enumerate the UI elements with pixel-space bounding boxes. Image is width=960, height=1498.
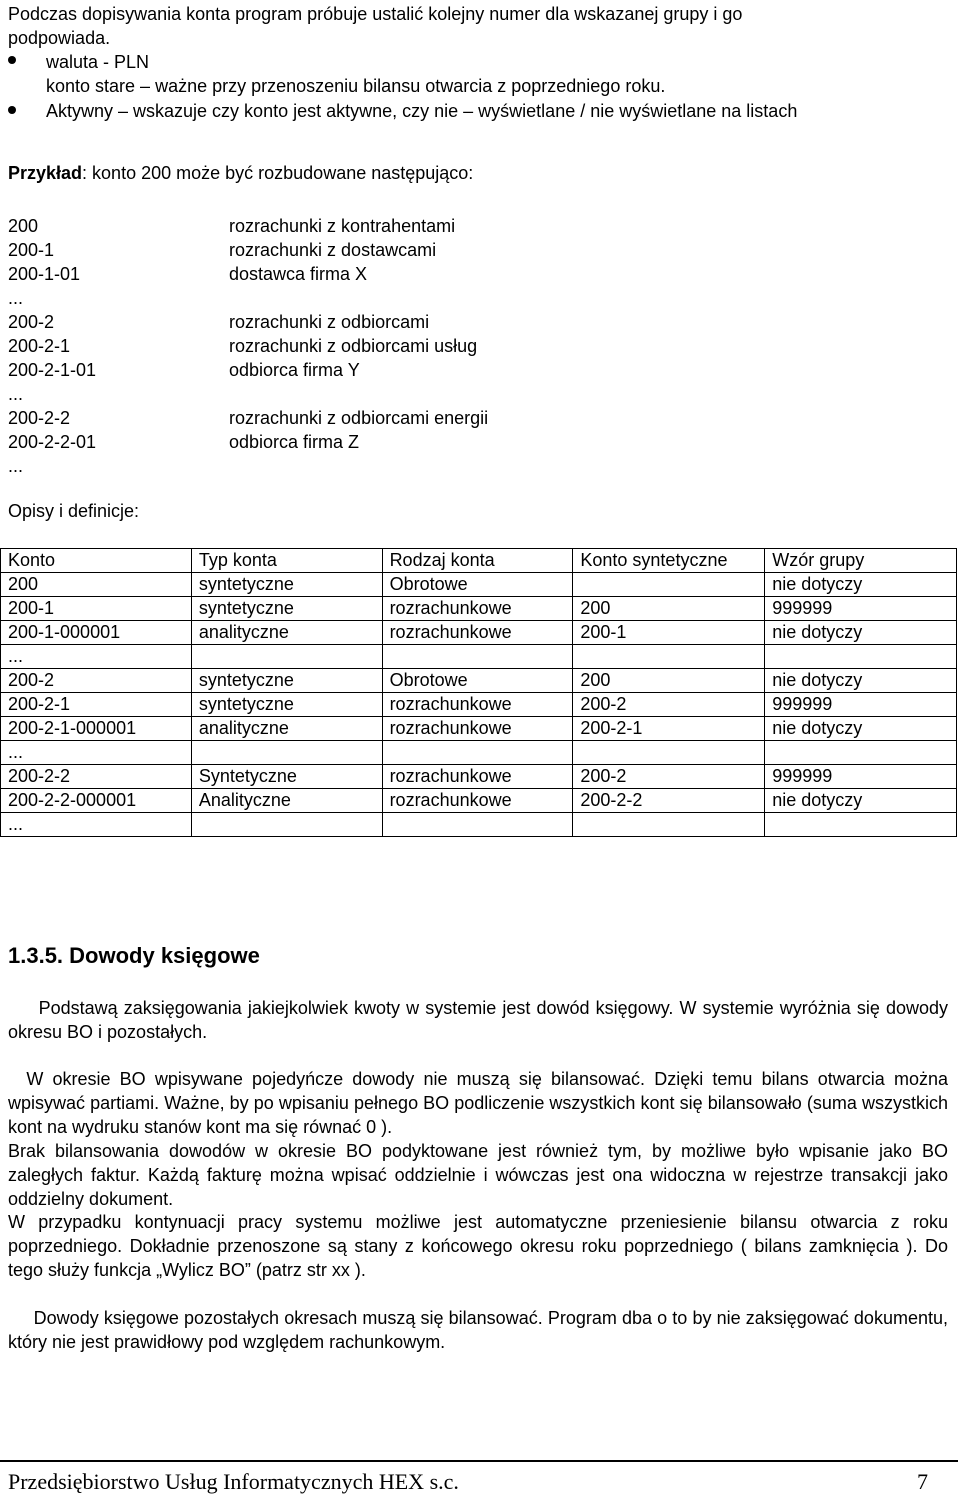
accounts-definition-table <box>0 548 957 837</box>
table-header-cell: Konto syntetyczne <box>573 549 765 573</box>
table-cell: 200-2-1 <box>1 693 192 717</box>
table-header-cell: Wzór grupy <box>765 549 957 573</box>
example-description: rozrachunki z dostawcami <box>229 240 437 260</box>
table-row <box>1 693 957 717</box>
table-cell: 200-2-2 <box>573 789 765 813</box>
table-cell <box>765 813 957 837</box>
table-cell: analityczne <box>191 621 382 645</box>
table-cell: rozrachunkowe <box>382 717 573 741</box>
table-cell: ... <box>1 645 192 669</box>
table-row <box>1 789 957 813</box>
table-cell <box>382 645 573 669</box>
table-cell: Syntetyczne <box>191 765 382 789</box>
example-code: 200 <box>8 216 39 236</box>
table-cell: syntetyczne <box>191 669 382 693</box>
table-cell: rozrachunkowe <box>382 621 573 645</box>
table-header-cell: Typ konta <box>191 549 382 573</box>
table-cell: syntetyczne <box>191 693 382 717</box>
paragraph-other-periods: Dowody księgowe pozostałych okresach muszą się bilansować. Program dba o to by nie zaksięgować dokumentu, który nie jest prawidłowy pod względem rachunkowym. <box>8 1308 954 1352</box>
example-code: 200-2-2-01 <box>8 432 97 452</box>
bullet-icon <box>8 56 16 64</box>
paragraph-documents: Podstawą zaksięgowania jakiejkolwiek kwoty w systemie jest dowód księgowy. W systemie wyróżnia się dowody okresu BO i pozostałych. <box>8 998 954 1042</box>
table-cell: 200 <box>573 597 765 621</box>
bullet-currency: waluta - PLN <box>46 52 150 72</box>
page-number: 7 <box>917 1469 928 1494</box>
table-cell <box>765 645 957 669</box>
example-code: ... <box>8 384 24 404</box>
example-description: rozrachunki z odbiorcami energii <box>229 408 489 428</box>
table-cell: nie dotyczy <box>765 789 957 813</box>
table-cell <box>382 813 573 837</box>
table-row <box>1 717 957 741</box>
footer-company: Przedsiębiorstwo Usług Informatycznych HEX s.c. <box>8 1469 459 1494</box>
table-header-cell: Rodzaj konta <box>382 549 573 573</box>
intro-line-1: Podczas dopisywania konta program próbuje ustalić kolejny numer dla wskazanej grupy i go <box>8 4 743 24</box>
table-cell: 200-1-000001 <box>1 621 192 645</box>
table-cell: syntetyczne <box>191 597 382 621</box>
example-label-rest: : konto 200 może być rozbudowane następująco: <box>82 163 474 183</box>
table-cell: nie dotyczy <box>765 717 957 741</box>
example-description: odbiorca firma Y <box>229 360 360 380</box>
table-cell: rozrachunkowe <box>382 765 573 789</box>
example-description: rozrachunki z kontrahentami <box>229 216 456 236</box>
footer-divider <box>0 1460 958 1462</box>
table-cell: nie dotyczy <box>765 573 957 597</box>
example-code: 200-1-01 <box>8 264 81 284</box>
table-cell: rozrachunkowe <box>382 789 573 813</box>
table-cell: 200 <box>573 669 765 693</box>
table-cell <box>573 573 765 597</box>
table-cell <box>573 741 765 765</box>
table-row <box>1 597 957 621</box>
table-row <box>1 573 957 597</box>
table-cell: 200-2 <box>573 693 765 717</box>
table-cell: 999999 <box>765 597 957 621</box>
example-description: rozrachunki z odbiorcami usług <box>229 336 478 356</box>
example-code: 200-2-1 <box>8 336 71 356</box>
table-cell <box>382 741 573 765</box>
table-cell <box>191 741 382 765</box>
table-cell: 200-2-2-000001 <box>1 789 192 813</box>
table-cell: Obrotowe <box>382 573 573 597</box>
table-cell: 200-2 <box>1 669 192 693</box>
example-description: rozrachunki z odbiorcami <box>229 312 430 332</box>
example-label-bold: Przykład <box>8 163 83 183</box>
table-row <box>1 645 957 669</box>
paragraph-continuation: W przypadku kontynuacji pracy systemu możliwe jest automatyczne przeniesienie bilansu otwarcia z roku poprzedniego. Dokładnie przenoszone są stany z końcowego okresu roku poprzedniego ( bilans zamknięcia ). Do tego służy funkcja „Wylicz BO” (patrz str xx ). <box>8 1212 948 1280</box>
example-code: 200-2-1-01 <box>8 360 97 380</box>
table-cell: Obrotowe <box>382 669 573 693</box>
table-cell: ... <box>1 741 192 765</box>
example-code: 200-1 <box>8 240 55 260</box>
table-cell: 999999 <box>765 765 957 789</box>
table-row <box>1 813 957 837</box>
table-cell: analityczne <box>191 717 382 741</box>
definitions-label: Opisy i definicje: <box>8 501 140 521</box>
table-cell: nie dotyczy <box>765 669 957 693</box>
bullet-active: Aktywny – wskazuje czy konto jest aktywne, czy nie – wyświetlane / nie wyświetlane na listach <box>46 101 798 121</box>
paragraph-bo-period: W okresie BO wpisywane pojedyńcze dowody nie muszą się bilansować. Dzięki temu bilans otwarcia można wpisywać partiami. Ważne, by po wpisaniu pełnego BO podliczenie wszystkich kont się bilansowało (suma wszystkich kont na wydruku stanów kont ma się równać 0 ). <box>8 1069 954 1137</box>
table-cell: rozrachunkowe <box>382 693 573 717</box>
bullet-icon <box>8 106 16 114</box>
example-code: ... <box>8 288 24 308</box>
paragraph-no-balance: Brak bilansowania dowodów w okresie BO podyktowane jest również tym, by możliwe było wpisanie jako BO zaległych faktur. Każdą fakturę można wpisać oddzielnie i wówczas jest ona widoczna w rejestrze transakcji jako oddzielny dokument. <box>8 1141 948 1209</box>
example-description: dostawca firma X <box>229 264 368 284</box>
section-heading: 1.3.5. Dowody księgowe <box>8 943 260 968</box>
table-cell <box>191 813 382 837</box>
table-cell: 200-2-2 <box>1 765 192 789</box>
table-cell: 200-1 <box>1 597 192 621</box>
table-cell: rozrachunkowe <box>382 597 573 621</box>
table-cell <box>765 741 957 765</box>
table-cell: 200-1 <box>573 621 765 645</box>
table-row <box>1 741 957 765</box>
intro-line-2: podpowiada. <box>8 28 111 48</box>
table-header-row <box>1 549 957 573</box>
bullet-old-account: konto stare – ważne przy przenoszeniu bilansu otwarcia z poprzedniego roku. <box>46 76 666 96</box>
table-cell: 200 <box>1 573 192 597</box>
table-cell <box>573 645 765 669</box>
table-cell: Analityczne <box>191 789 382 813</box>
table-cell: 200-2-1 <box>573 717 765 741</box>
example-code: 200-2 <box>8 312 55 332</box>
table-cell: 999999 <box>765 693 957 717</box>
table-row <box>1 621 957 645</box>
table-cell: 200-2-1-000001 <box>1 717 192 741</box>
table-cell: 200-2 <box>573 765 765 789</box>
example-code: ... <box>8 456 24 476</box>
example-label <box>8 161 473 185</box>
example-code: 200-2-2 <box>8 408 71 428</box>
table-cell: ... <box>1 813 192 837</box>
table-header-cell: Konto <box>1 549 192 573</box>
example-description: odbiorca firma Z <box>229 432 360 452</box>
table-cell: nie dotyczy <box>765 621 957 645</box>
table-cell <box>191 645 382 669</box>
table-row <box>1 669 957 693</box>
table-cell: syntetyczne <box>191 573 382 597</box>
table-row <box>1 765 957 789</box>
table-cell <box>573 813 765 837</box>
